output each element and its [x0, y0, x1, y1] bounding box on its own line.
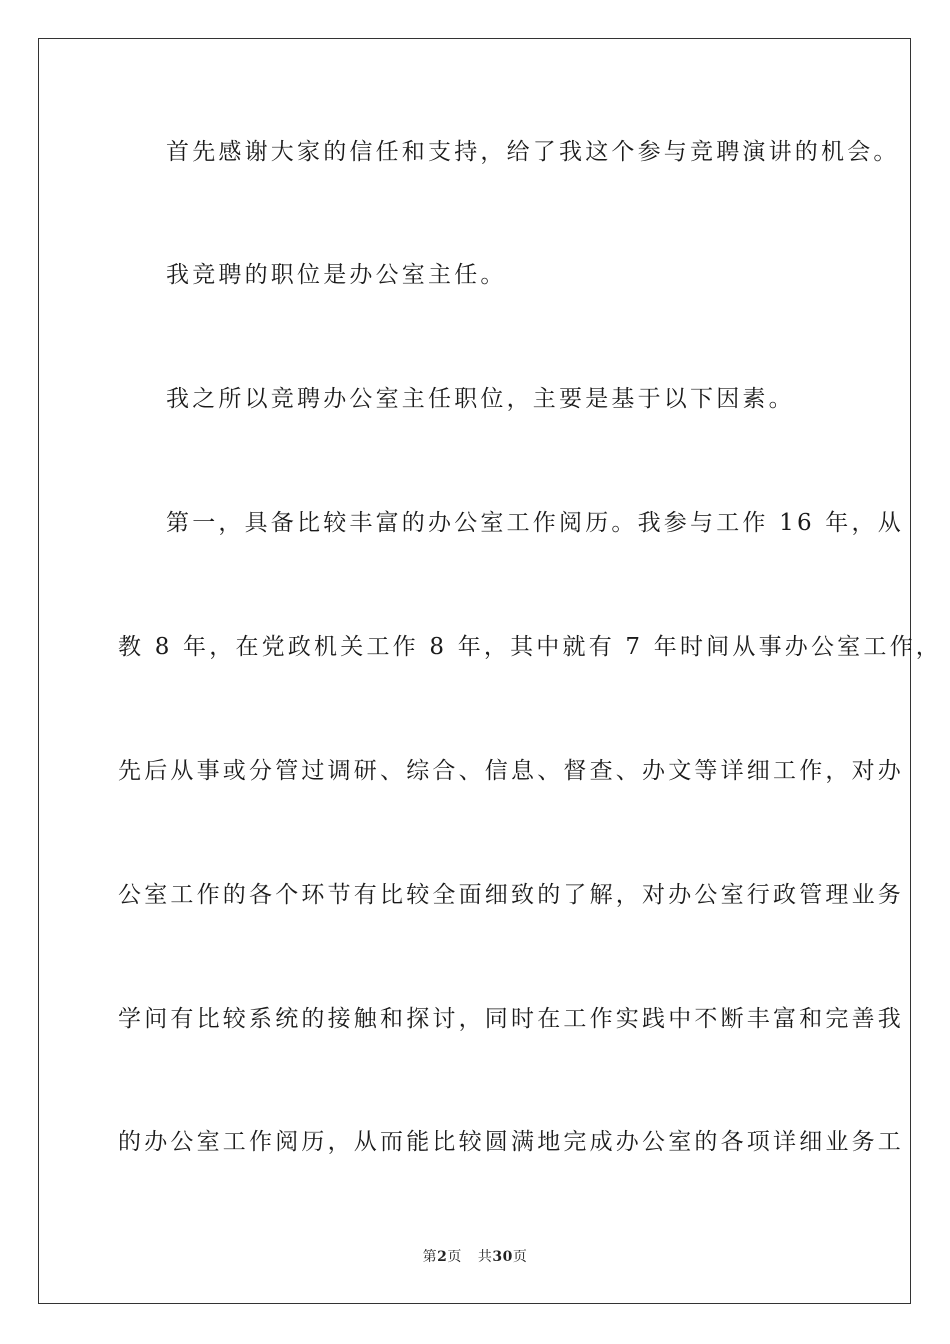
total-pages: 30 [492, 1249, 513, 1265]
page-prefix: 第 [422, 1249, 438, 1265]
paragraph-line: 学问有比较系统的接触和探讨，同时在工作实践中不断丰富和完善我 [118, 1006, 904, 1032]
paragraph-line: 我竞聘的职位是办公室主任。 [166, 262, 507, 288]
paragraph-line: 教 8 年，在党政机关工作 8 年，其中就有 7 年时间从事办公室工作， [118, 634, 942, 660]
paragraph-line: 先后从事或分管过调研、综合、信息、督查、办文等详细工作，对办 [118, 758, 904, 784]
paragraph-line: 首先感谢大家的信任和支持，给了我这个参与竞聘演讲的机会。 [166, 139, 900, 165]
paragraph-line: 公室工作的各个环节有比较全面细致的了解，对办公室行政管理业务 [118, 882, 904, 908]
page-number: 2 [437, 1249, 448, 1265]
total-prefix: 共 [477, 1249, 493, 1265]
paragraph-line: 的办公室工作阅历，从而能比较圆满地完成办公室的各项详细业务工 [118, 1129, 904, 1155]
total-suffix: 页 [512, 1249, 528, 1265]
page-border [38, 38, 942, 1304]
page-suffix: 页 [447, 1249, 462, 1265]
page-footer [0, 1248, 950, 1266]
paragraph-line: 我之所以竞聘办公室主任职位，主要是基于以下因素。 [166, 386, 795, 412]
paragraph-line: 第一，具备比较丰富的办公室工作阅历。我参与工作 16 年，从 [166, 510, 904, 536]
